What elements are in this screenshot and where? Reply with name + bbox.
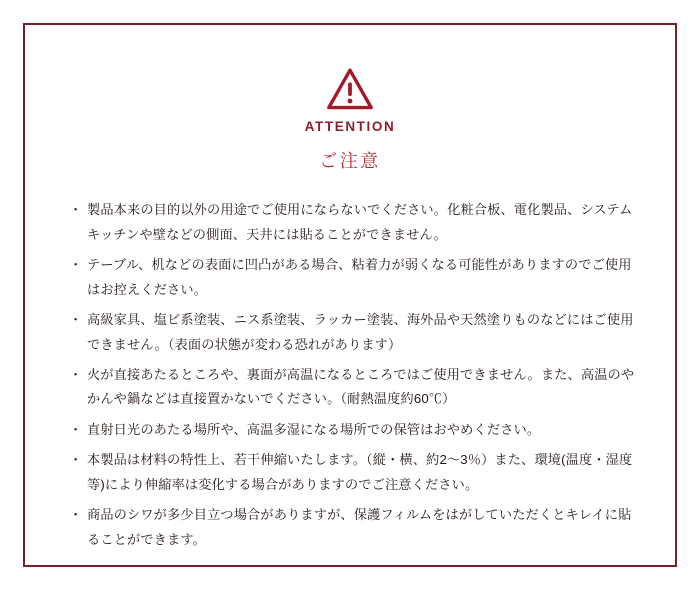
warning-triangle-exclamation-icon [327, 68, 373, 110]
list-item [67, 253, 639, 302]
note-text: 高級家具、塩ビ系塗装、ニス系塗装、ラッカー塗装、海外品や天然塗りものなどにはご使用できません。（表面の状態が変わる恐れがあります） [87, 312, 634, 352]
note-text: 火が直接あたるところや、裏面が高温になるところではご使用できません。また、高温のやかんや鍋などは直接置かないでください。（耐熱温度約60℃） [87, 366, 635, 407]
note-text: テーブル、机などの表面に凹凸がある場合、粘着力が弱くなる可能性がありますのでご使用はお控えください。 [87, 257, 632, 297]
list-item [67, 418, 639, 442]
note-text: 製品本来の目的以外の用途でご使用にならないでください。化粧合板、電化製品、システムキッチンや壁などの側面、天井には貼ることができません。 [87, 202, 633, 242]
list-item [67, 198, 639, 247]
bullet-icon: ・ [69, 507, 83, 523]
list-item [67, 448, 639, 497]
note-text: 本製品は材料の特性上、若干伸縮いたします。（縦・横、約2～3％）また、環境(温度・湿度等)により伸縮率は変化する場合がありますのでご注意ください。 [87, 452, 633, 492]
notes-list [53, 198, 647, 551]
list-item [67, 363, 639, 412]
document-content [23, 23, 677, 567]
bullet-icon: ・ [69, 312, 83, 328]
list-item [67, 503, 639, 552]
bullet-icon: ・ [69, 366, 83, 382]
bullet-icon: ・ [69, 202, 83, 218]
page-title: ご注意 [319, 150, 381, 171]
list-item [67, 308, 639, 357]
attention-label: ATTENTION [304, 119, 396, 134]
bullet-icon: ・ [69, 257, 83, 273]
attention-header [53, 68, 647, 172]
bullet-icon: ・ [69, 452, 83, 468]
note-text: 商品のシワが多少目立つ場合がありますが、保護フィルムをはがしていただくとキレイに貼ることができます。 [87, 507, 632, 547]
note-text: 直射日光のあたる場所や、高温多湿になる場所での保管はおやめください。 [87, 421, 541, 437]
bullet-icon: ・ [69, 421, 83, 437]
